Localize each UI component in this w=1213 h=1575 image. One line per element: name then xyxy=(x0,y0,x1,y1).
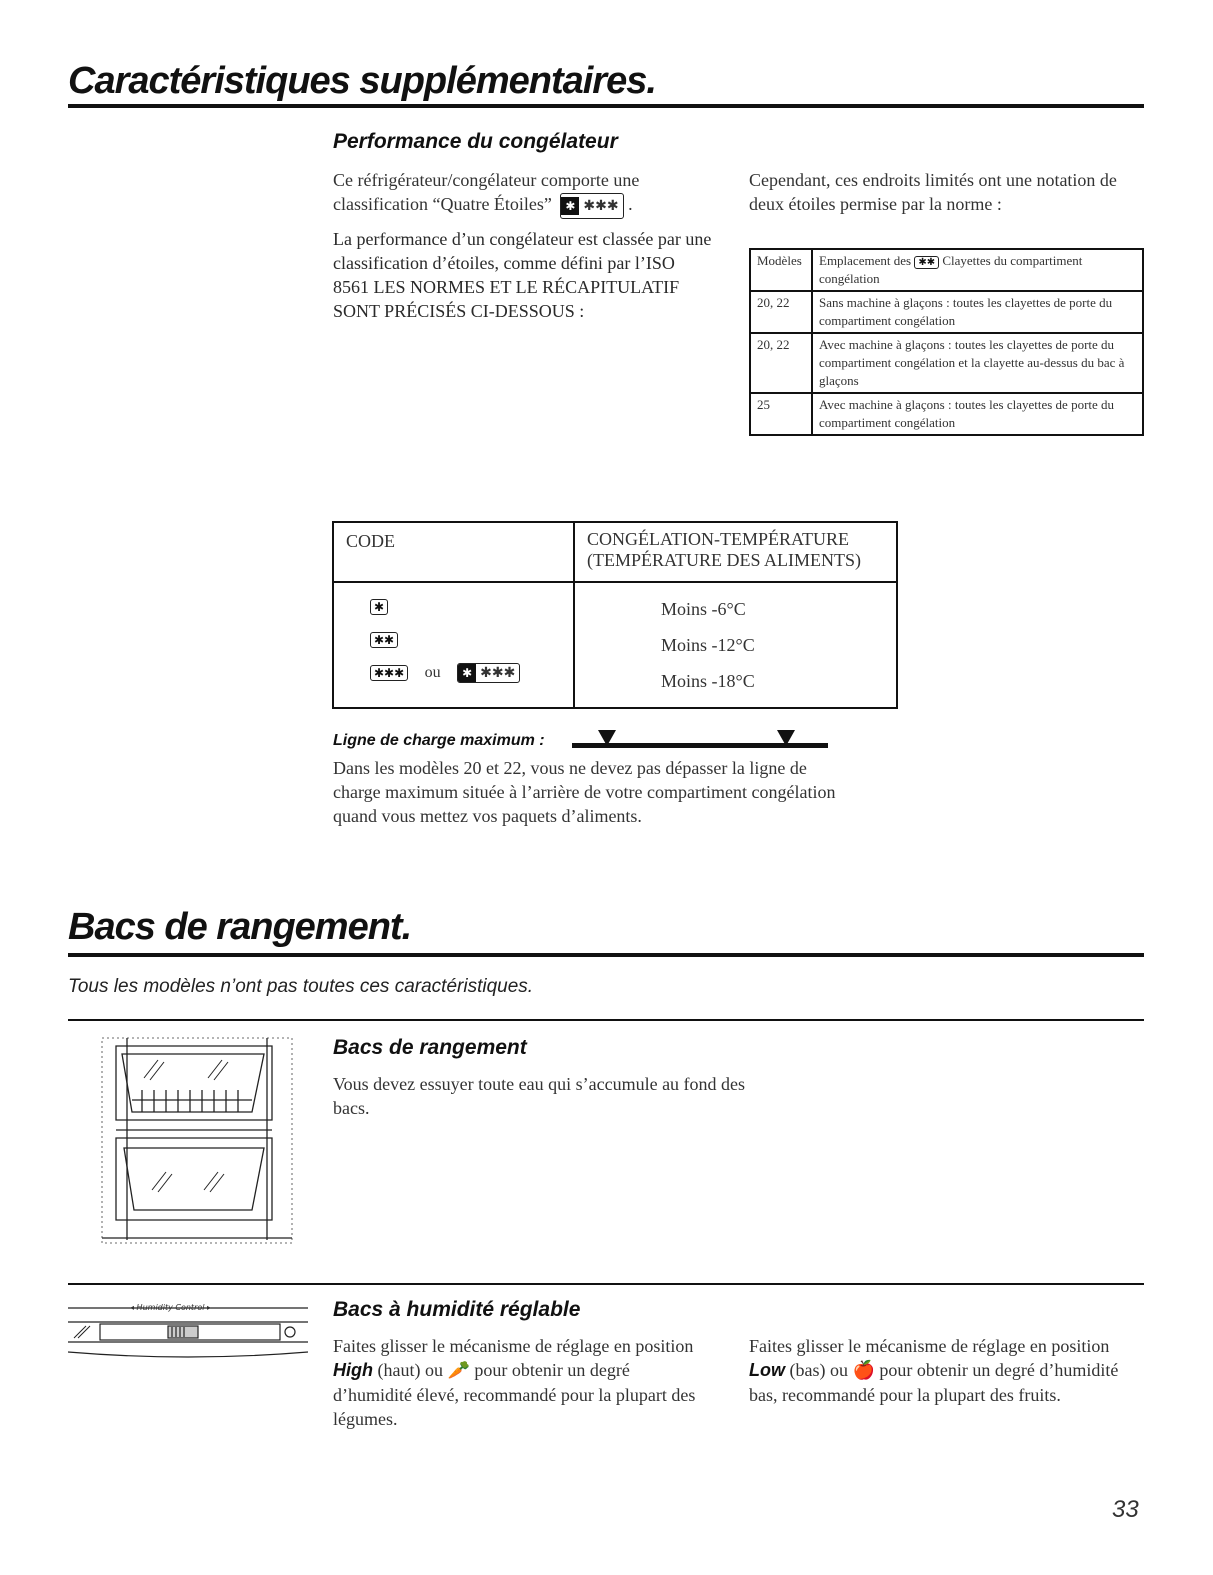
models-table xyxy=(749,248,1144,436)
section-rule xyxy=(68,1019,1144,1021)
location-header: Emplacement des ✱✱ Clayettes du compartiment congélation xyxy=(812,249,1143,291)
max-load-text: Dans les modèles 20 et 22, vous ne devez pas dépasser la ligne de charge maximum située à l’arrière de votre compartiment congélation quand vous mettez vos paquets d’aliments. xyxy=(333,758,836,826)
table-row xyxy=(333,582,897,708)
freezer-bins-illustration xyxy=(72,1030,314,1248)
max-load-label: Ligne de charge maximum : xyxy=(333,732,545,749)
fruit-icon: 🍎 xyxy=(852,1360,875,1381)
two-star-icon: ✱✱ xyxy=(914,256,939,269)
table-row: 25 Avec machine à glaçons : toutes les clayettes de porte du compartiment congélation xyxy=(750,393,1143,435)
one-star-icon: ✱ xyxy=(370,599,388,615)
two-star-icon: ✱✱ xyxy=(370,632,398,648)
humidity-left-text: Faites glisser le mécanisme de réglage en position High (haut) ou 🥕 pour obtenir un degré d’humidité élevé, recommandé pour la plupart des légumes. xyxy=(333,1336,696,1429)
vegetable-icon: 🥕 xyxy=(447,1360,470,1381)
storage-bins-heading: Bacs de rangement xyxy=(333,1036,527,1059)
humidity-right-text: Faites glisser le mécanisme de réglage en position Low (bas) ou 🍎 pour obtenir un degré d’humidité bas, recommandé pour la plupart des fruits. xyxy=(749,1336,1119,1405)
section-title-bins: Bacs de rangement. xyxy=(68,906,412,948)
section-rule xyxy=(68,1283,1144,1285)
iso-classification-text: La performance d’un congélateur est classée par une classification d’étoiles, comme défini par l’ISO 8561 LES NORMES ET LE RÉCAPITULATIF SONT PRÉCISÉS CI-DESSOUS : xyxy=(333,228,712,321)
humidity-bins-heading: Bacs à humidité réglable xyxy=(333,1298,581,1321)
models-note: Tous les modèles n’ont pas toutes ces caractéristiques. xyxy=(68,976,534,997)
four-star-rating-icon: ✱ ✱✱✱ xyxy=(457,663,520,683)
freezer-right-column: Cependant, ces endroits limités ont une notation de deux étoiles permise par la norme : xyxy=(749,170,1117,214)
freezer-left-column: Ce réfrigérateur/congélateur comporte une classification “Quatre Étoiles” ✱ ✱✱✱ . La performance d’un congélateur est classée par une classification d’étoiles, comme défini par l’ISO 8561 LES NORMES ET LE RÉCAPITULATIF SONT PRÉCISÉS CI-DESSOUS : xyxy=(333,170,712,321)
title-rule xyxy=(68,953,1144,957)
three-star-icon: ✱✱✱ xyxy=(370,665,408,681)
table-row xyxy=(750,249,1143,291)
humidity-control-label: ◂ Humidity Control ▸ xyxy=(130,1303,212,1312)
four-star-rating-icon: ✱ ✱✱✱ xyxy=(560,193,623,219)
table-row: 20, 22 Avec machine à glaçons : toutes les clayettes de porte du compartiment congélation et la clayette au-dessus du bac à glaçons xyxy=(750,333,1143,393)
star-code-table xyxy=(332,521,898,709)
max-load-line-icon xyxy=(572,728,828,750)
freezer-performance-heading: Performance du congélateur xyxy=(333,130,618,153)
storage-bins-text: Vous devez essuyer toute eau qui s’accumule au fond des bacs. xyxy=(333,1074,746,1118)
table-row xyxy=(333,522,897,582)
code-icons-cell: ✱ ✱✱ ✱✱✱ ou ✱ ✱✱✱ xyxy=(333,582,574,708)
section-title-features: Caractéristiques supplémentaires. xyxy=(68,60,656,102)
table-row: 20, 22 Sans machine à glaçons : toutes les clayettes de porte du compartiment congélation xyxy=(750,291,1143,333)
page-number: 33 xyxy=(1112,1496,1139,1523)
four-star-intro: Ce réfrigérateur/congélateur comporte une classification “Quatre Étoiles” xyxy=(333,170,640,214)
code-header: CODE xyxy=(333,522,574,582)
temperature-header: CONGÉLATION-TEMPÉRATURE (TEMPÉRATURE DES ALIMENTS) xyxy=(574,522,897,582)
temperature-cell: Moins -6°C Moins -12°C Moins -18°C xyxy=(574,582,897,708)
models-header: Modèles xyxy=(750,249,812,291)
title-rule xyxy=(68,104,1144,108)
